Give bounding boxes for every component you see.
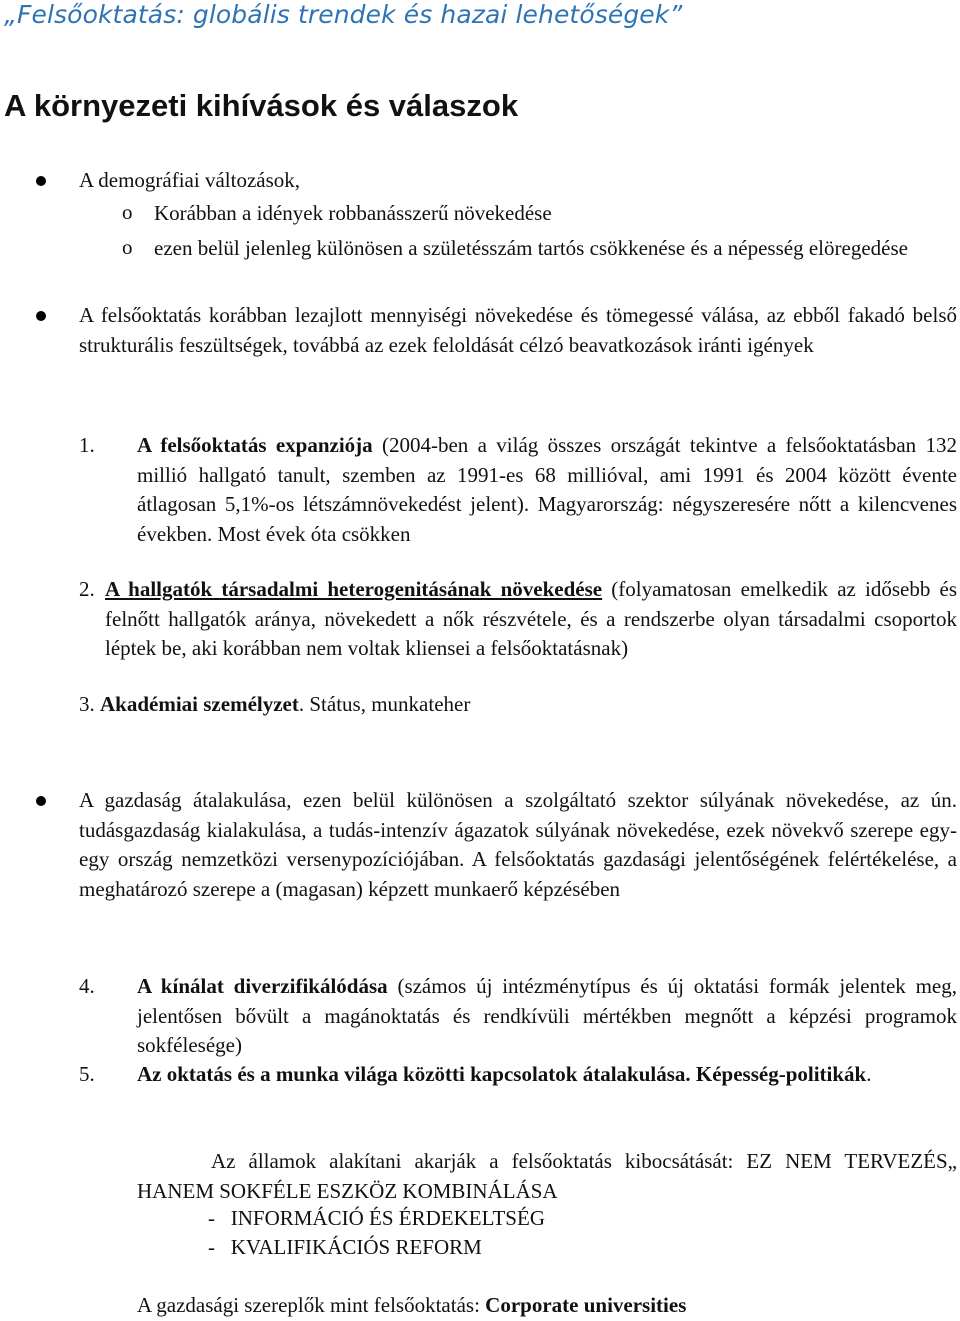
- sub-bullet-marker: o: [122, 235, 133, 259]
- item-number: 5.: [79, 1062, 95, 1086]
- numbered-item-4-body: (számos új intézménytípus és új oktatási formák jelentek meg, jelentősen bővült a magánoktatás és rendkívüli mértékben megnőtt a képzési programok sokfélesége): [137, 974, 957, 1057]
- numbered-item-3-body: . Státus, munkateher: [298, 692, 471, 716]
- bullet-3-text: A gazdaság átalakulása, ezen belül különösen a szolgáltató szektor súlyának növekedése, az ún. tudásgazdaság kialakulása, a tudás-intenzív ágazatok súlyának növekedése, ezek növekvő szerepe egy-egy ország nemzetközi versenypozíciójában. A felsőoktatás gazdasági jelentőségének felértékelése, a meghatározó szerepe a (magasan) képzett munkaerő képzésében: [79, 788, 957, 901]
- bullet-dot: [36, 176, 46, 186]
- numbered-item-3-heading: Akadémiai személyzet: [100, 692, 299, 716]
- numbered-item-2-body: (folyamatosan emelkedik az idősebb és felnőtt hallgatók aránya, növekedett a nők részvétele, és a rendszerbe olyan társadalmi csoportok léptek be, aki korábban nem voltak kliensei a felsőoktatásnak): [105, 577, 957, 660]
- numbered-item-2-heading: A hallgatók társadalmi heterogenitásának növekedése: [105, 577, 603, 601]
- numbered-item-2-first: [105, 575, 957, 664]
- numbered-item-4-heading: A kínálat diverzifikálódása: [137, 974, 388, 998]
- numbered-item-5: [137, 1060, 957, 1090]
- numbered-item-5-body: .: [866, 1062, 872, 1086]
- bullet-1-text: A demográfiai változások,: [79, 168, 301, 192]
- sub-bullet-marker: o: [122, 200, 133, 224]
- document-header: „Felsőoktatás: globális trendek és hazai lehetőségek”: [4, 0, 683, 29]
- item-number: 4.: [79, 974, 95, 998]
- bullet-dot: [36, 311, 46, 321]
- closing-last-line: [137, 1291, 957, 1321]
- closing-last-bold: Corporate universities: [485, 1293, 687, 1317]
- bullet-dot: [36, 796, 46, 806]
- sub-bullet-2: ezen belül jelenleg különösen a születésszám tartós csökkenése és a népesség elöregedése: [154, 236, 908, 260]
- numbered-item-1-heading: A felsőoktatás expanziója: [137, 433, 373, 457]
- numbered-item-3: [79, 690, 957, 720]
- closing-last-text: A gazdasági szereplők mint felsőoktatás:: [137, 1293, 486, 1317]
- numbered-item-4: [137, 972, 957, 1061]
- item-number: 1.: [79, 433, 95, 457]
- dash-item-1: - INFORMÁCIÓ ÉS ÉRDEKELTSÉG: [208, 1206, 545, 1230]
- numbered-item-1: [137, 431, 957, 549]
- closing-paragraph: Az államok alakítani akarják a felsőoktatás kibocsátását: EZ NEM TERVEZÉS„ HANEM SOKFÉLE ESZKÖZ KOMBINÁLÁSA: [137, 1149, 957, 1203]
- page-title: A környezeti kihívások és válaszok: [4, 88, 519, 123]
- numbered-item-5-heading: Az oktatás és a munka világa közötti kapcsolatok átalakulása. Képesség-politikák: [137, 1062, 867, 1086]
- item-number: 3.: [79, 692, 95, 716]
- numbered-item-1-body: (2004-ben a világ összes országát tekintve a felsőoktatásban 132 millió hallgató tanult, szemben az 1991-es 68 millióval, ami 1991 és 2004 között évente átlagosan 5,1%-os létszámnövekedést jelent). Magyarország: négyszeresére nőtt a kilencvenes években. Most évek óta csökken: [137, 433, 957, 546]
- item-number: 2.: [79, 577, 95, 601]
- dash-item-2: - KVALIFIKÁCIÓS REFORM: [208, 1235, 482, 1259]
- sub-bullet-1: Korábban a idények robbanásszerű növekedése: [154, 201, 552, 225]
- bullet-2-text: A felsőoktatás korábban lezajlott mennyiségi növekedése és tömegessé válása, az ebből fakadó belső strukturális feszültségek, továbbá az ezek feloldását célzó beavatkozások iránti igények: [79, 303, 957, 357]
